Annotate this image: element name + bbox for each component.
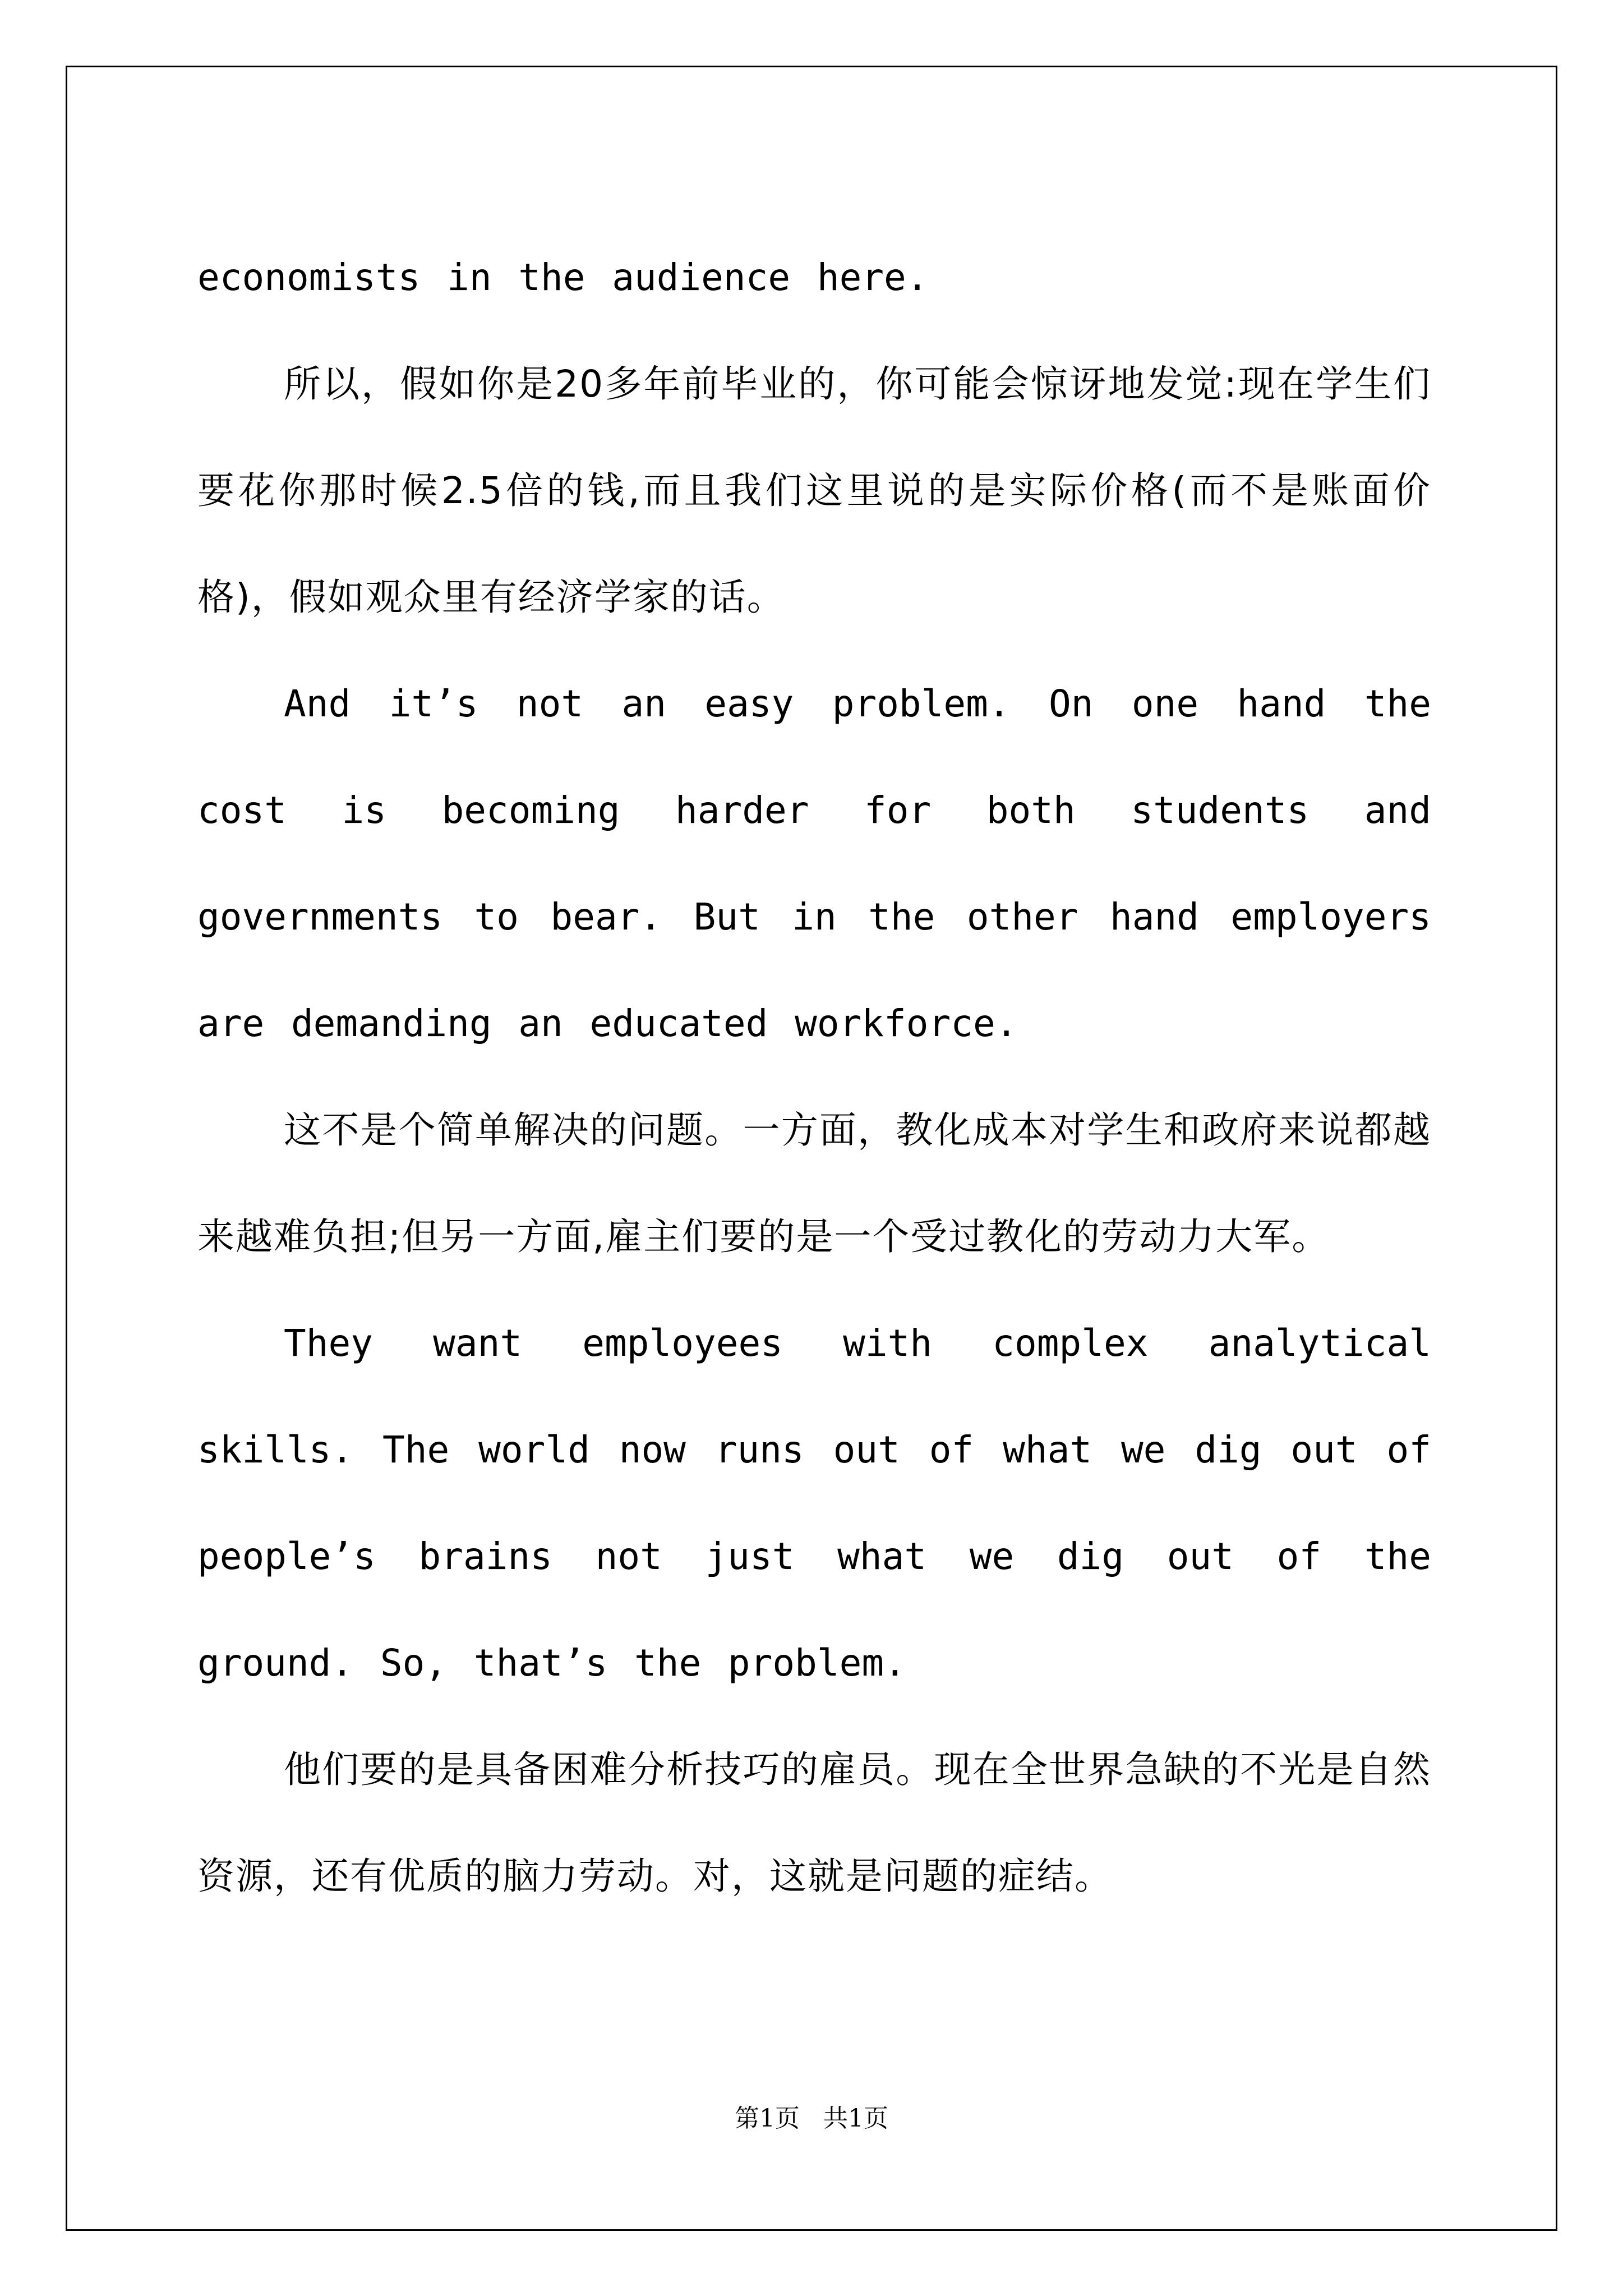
paragraph-2: 所以，假如你是20多年前毕业的，你可能会惊讶地发觉:现在学生们要花你那时候2.5倍的钱,而且我们这里说的是实际价格(而不是账面价格)，假如观众里有经济学家的话。 bbox=[197, 362, 1431, 619]
paragraph-1: economists in the audience here. bbox=[197, 256, 929, 299]
paragraph-6: 他们要的是具备困难分析技巧的雇员。现在全世界急缺的不光是自然资源，还有优质的脑力劳动。对，这就是问题的症结。 bbox=[197, 1748, 1431, 1898]
paragraph-4: 这不是个简单解决的问题。一方面，教化成本对学生和政府来说都越来越难负担;但另一方面,雇主们要的是一个受过教化的劳动力大军。 bbox=[197, 1108, 1431, 1258]
paragraph-5: They want employees with complex analytical skills. The world now runs out of what we dig out of people’s brains not just what we dig out of the ground. So, that’s the problem. bbox=[197, 1322, 1431, 1685]
page-number-footer: 第1页 共1页 bbox=[735, 2104, 888, 2133]
paragraph-3: And it’s not an easy problem. On one hand the cost is becoming harder for both students and governments to bear. But in the other hand employers are demanding an educated workforce. bbox=[197, 682, 1431, 1045]
document-body bbox=[197, 224, 1431, 1930]
